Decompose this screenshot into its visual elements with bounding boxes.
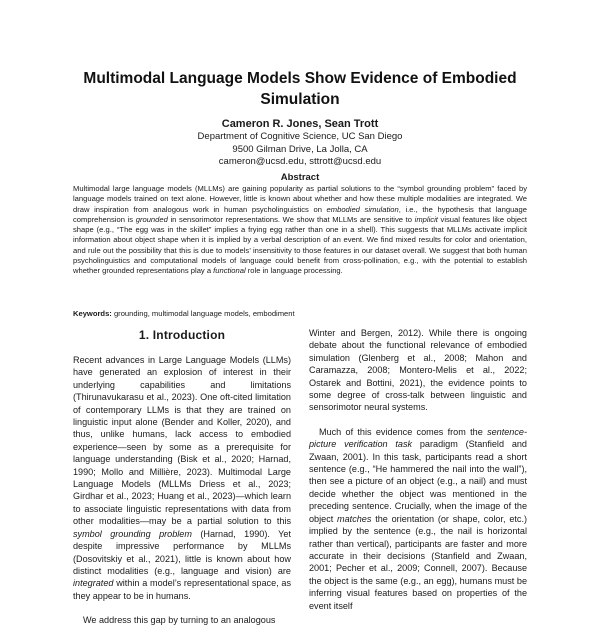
section-heading-introduction: 1. Introduction — [138, 328, 226, 342]
abstract-text — [73, 184, 527, 277]
abstract-emphasis: embodied simulation — [326, 204, 399, 214]
text-emphasis: symbol grounding problem — [73, 528, 192, 539]
keywords-line — [73, 309, 527, 319]
abstract-part: Multimodal large language models (MLLMs) are gaining popularity as partial solutions to the “symbol grounding problem” faced by language models trained on text alone. However, little is known about whether and how these multiple modalities are integrated. We draw inspiration from analogous work in human psycholinguistics on — [73, 184, 527, 214]
address: 9500 Gilman Drive, La Jolla, CA — [232, 143, 368, 155]
text-run: (Harnad, 1990). Yet despite impressive performance by MLLMs (Dosovitskiy et al., 2021), little is known about how distinct modalities (e.g., language and vision) are — [73, 528, 291, 576]
right-paragraph-1: Winter and Bergen, 2012). While there is ongoing debate about the functional relevance of embodied simulation (Glenberg et al., 2008; Mahon and Caramazza, 2008; Montero-Melis et al., 2022; Ostarek and Bottini, 2021), the evidence points to some degree of cross-talk between linguistic and sensorimotor neural systems. — [309, 328, 527, 413]
left-column — [73, 327, 291, 639]
intro-paragraph-2: We address this gap by turning to an analogous — [83, 615, 276, 626]
author-list: Cameron R. Jones, Sean Trott — [221, 118, 379, 130]
abstract-emphasis: implicit — [414, 214, 438, 224]
right-paragraph-2 — [309, 426, 527, 612]
text-run: Much of this evidence comes from the — [319, 426, 488, 437]
text-run: paradigm (Stanfield and Zwaan, 2001). In this task, participants read a short sentence (e.g., “He hammered the nail into the wall”), then see a picture of an object (e.g., a nail) and must decide whether the object was mentioned in the preceding sentence. Crucially, when the image of the object — [309, 439, 527, 524]
abstract-emphasis: functional — [213, 266, 246, 276]
affiliation-block — [100, 131, 500, 169]
text-run: the orientation (or shape, color, etc.) implied by the sentence (e.g., the nail is horizontal rather than vertical), participants are faster and more accurate in their decisions (Stanfield and Zwaan, 2001; Pecher et al., 2009; Connell, 2007). Because the object is the same (e.g., an egg), humans must be inferring visual features based on properties of the event itself — [309, 513, 528, 611]
abstract-part: role in language processing. — [245, 266, 343, 276]
abstract-part: , i.e., the hypothesis that language comprehension is — [73, 204, 527, 224]
keywords-label: Keywords: — [73, 309, 112, 318]
emails: cameron@ucsd.edu, sttrott@ucsd.edu — [218, 156, 382, 167]
text-emphasis: integrated — [73, 578, 114, 589]
keywords-value: grounding, multimodal language models, embodiment — [111, 309, 295, 318]
paper-title: Multimodal Language Models Show Evidence of Embodied Simulation — [83, 70, 517, 108]
text-emphasis: sentence-picture verification task — [309, 426, 527, 450]
right-column — [309, 327, 527, 624]
abstract-part: in sensorimotor representations. We show that MLLMs are sensitive to — [167, 214, 415, 224]
abstract-heading: Abstract — [280, 172, 320, 183]
department: Department of Cognitive Science, UC San Diego — [197, 131, 403, 142]
text-run: within a model’s representational space, as they appear to be in humans. — [73, 578, 291, 601]
intro-paragraph-1 — [73, 354, 291, 602]
text-emphasis: matches — [337, 513, 372, 524]
abstract-part: visual features like object shape (e.g., “The egg was in the skillet” implies a frying egg rather than one in a shell). This suggests that MLLMs activate implicit information about object shape when it is implied by a verbal description of an event. We find mixed results for color and orientation, and rule out the possibility that this is due to models’ insensitivity to those features in our dataset overall. We suggest that both human psycholinguistics and computational models of language could benefit from cross-pollination, e.g., with the potential to establish whether grounded representations play a — [73, 214, 527, 276]
text-run: Recent advances in Large Language Models (LLMs) have generated an explosion of interest in their underlying capabilities and limitations (Thirunavukarasu et al., 2023). One oft-cited limitation of contemporary LLMs is that they are trained on linguistic input alone (Bender and Koller, 2020), and thus, unlike humans, lack access to embodied experience—seen by some as a prerequisite for language understanding (Bisk et al., 2020; Harnad, 1990; Mollo and Millière, 2023). Multimodal Large Language Models (MLLMs Driess et al., 2023; Girdhar et al., 2023; Huang et al., 2023)—which learn to associate linguistic representations with data from other modalities—may be a partial solution to this — [73, 355, 291, 527]
abstract-emphasis: grounded — [135, 214, 168, 224]
